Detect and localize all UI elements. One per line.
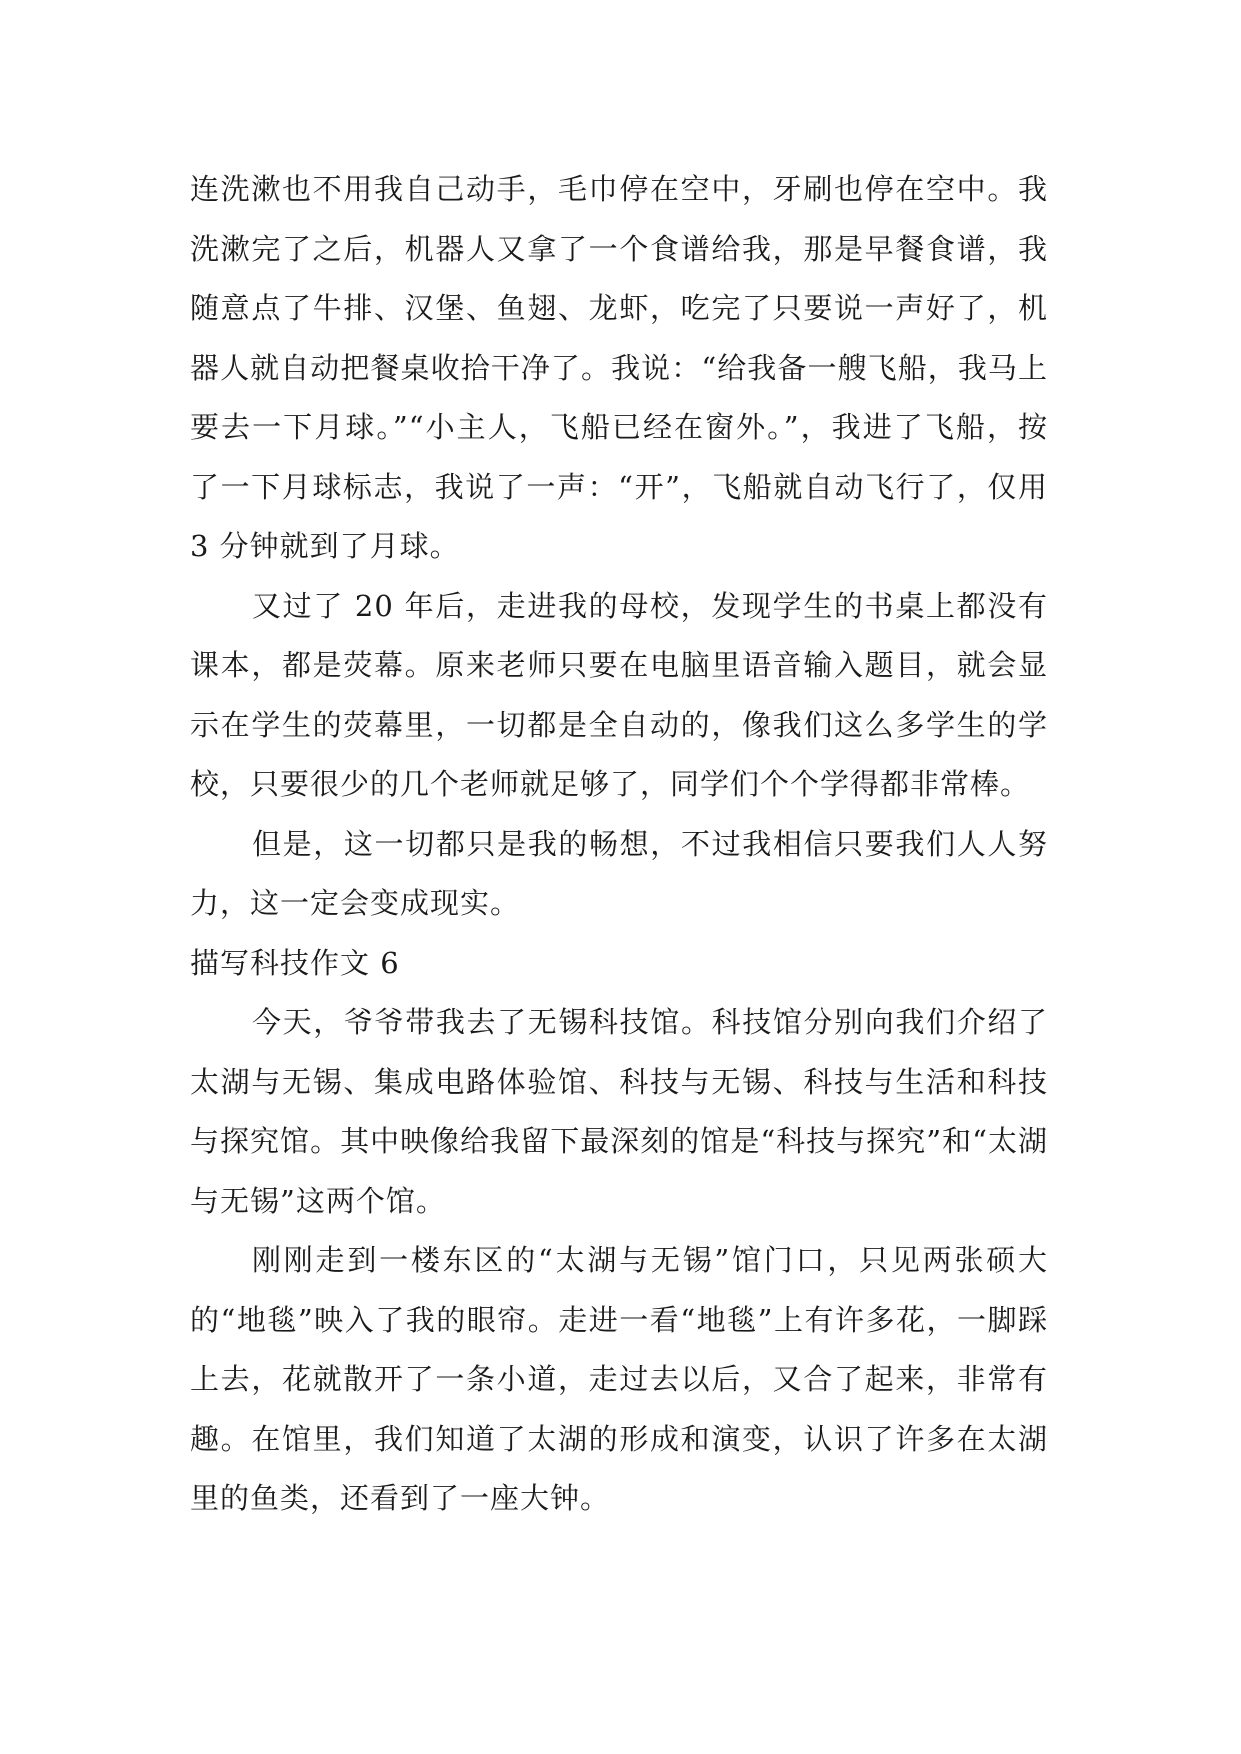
paragraph-continuation: 连洗漱也不用我自己动手，毛巾停在空中，牙刷也停在空中。我洗漱完了之后，机器人又拿了一个食谱给我，那是早餐食谱，我随意点了牛排、汉堡、鱼翅、龙虾，吃完了只要说一声好了，机器人就自动把餐桌收拾干净了。我说：“给我备一艘飞船，我马上要去一下月球。”“小主人，飞船已经在窗外。”，我进了飞船，按了一下月球标志，我说了一声：“开”，飞船就自动飞行了，仅用 3 分钟就到了月球。 — [190, 172, 1048, 563]
paragraph-school-future: 又过了 20 年后，走进我的母校，发现学生的书桌上都没有课本，都是荧幕。原来老师只要在电脑里语音输入题目，就会显示在学生的荧幕里，一切都是全自动的，像我们这么多学生的学校，只要很少的几个老师就足够了，同学们个个学得都非常棒。 — [190, 588, 1048, 801]
section-title: 描写科技作文 6 — [190, 945, 400, 980]
paragraph-conclusion: 但是，这一切都只是我的畅想，不过我相信只要我们人人努力，这一定会变成现实。 — [190, 826, 1048, 920]
paragraph-museum-taihu: 刚刚走到一楼东区的“太湖与无锡”馆门口，只见两张硕大的“地毯”映入了我的眼帘。走进一看“地毯”上有许多花，一脚踩上去，花就散开了一条小道，走过去以后，又合了起来，非常有趣。在馆里，我们知道了太湖的形成和演变，认识了许多在太湖里的鱼类，还看到了一座大钟。 — [190, 1243, 1048, 1515]
paragraph-museum-intro: 今天，爷爷带我去了无锡科技馆。科技馆分别向我们介绍了太湖与无锡、集成电路体验馆、科技与无锡、科技与生活和科技与探究馆。其中映像给我留下最深刻的馆是“科技与探究”和“太湖与无锡”这两个馆。 — [190, 1005, 1048, 1218]
document-page — [190, 160, 1048, 1529]
